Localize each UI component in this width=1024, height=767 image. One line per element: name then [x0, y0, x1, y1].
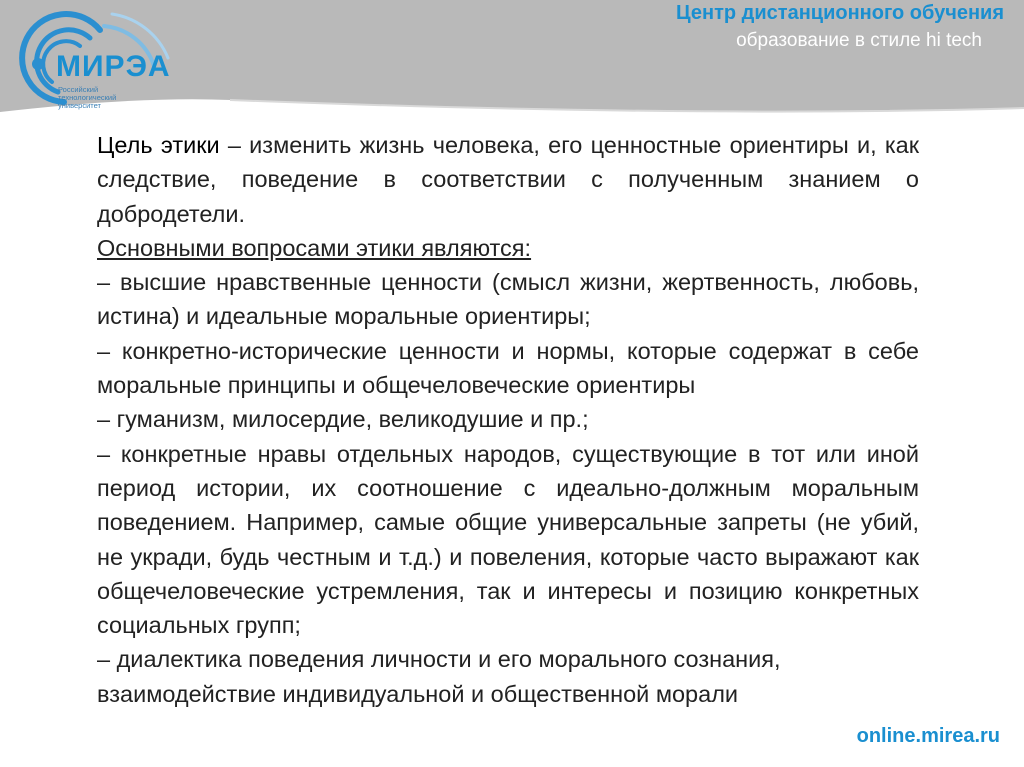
logo-name: МИРЭА [56, 50, 171, 83]
list-item: – конкретно-исторические ценности и нормы, которые содержат в себе моральные принципы и общечеловеческие ориентиры [97, 337, 919, 399]
center-title: Центр дистанционного обучения [676, 2, 1004, 24]
list-item: – высшие нравственные ценности (смысл жизни, жертвенность, любовь, истина) и идеальные моральные ориентиры; [97, 269, 919, 330]
mirea-logo[interactable] [4, 6, 204, 114]
footer-link[interactable]: online.mirea.ru [856, 725, 1000, 747]
intro-paragraph [97, 128, 919, 231]
list-item: – гуманизм, милосердие, великодушие и пр.; [97, 406, 589, 433]
intro-rest: – изменить жизнь человека, его ценностные ориентиры и, как следствие, поведение в соответствии с полученным знанием о добродетели. [97, 132, 919, 227]
list-item: – диалектика поведения личности и его морального сознания, взаимодействие индивидуальной и общественной морали [97, 646, 781, 707]
questions-heading-text: Основными вопросами этики являются: [97, 234, 532, 261]
logo-subtitle: Российский технологический университет [58, 85, 117, 110]
list-item: – конкретные нравы отдельных народов, существующие в тот или иной период истории, их соотношение с идеально-должным моральным поведением. Например, самые общие универсальные запреты (не убий, не укради, будь честным и т.д.) и повеления, которые часто выражают как общечеловеческие устремления, так и интересы и позицию конкретных социальных групп; [97, 440, 919, 639]
questions-heading [97, 231, 919, 265]
center-subtitle: образование в стиле hi tech [736, 30, 982, 51]
intro-lead: Цель этики [97, 132, 220, 158]
slide-content [97, 128, 919, 711]
